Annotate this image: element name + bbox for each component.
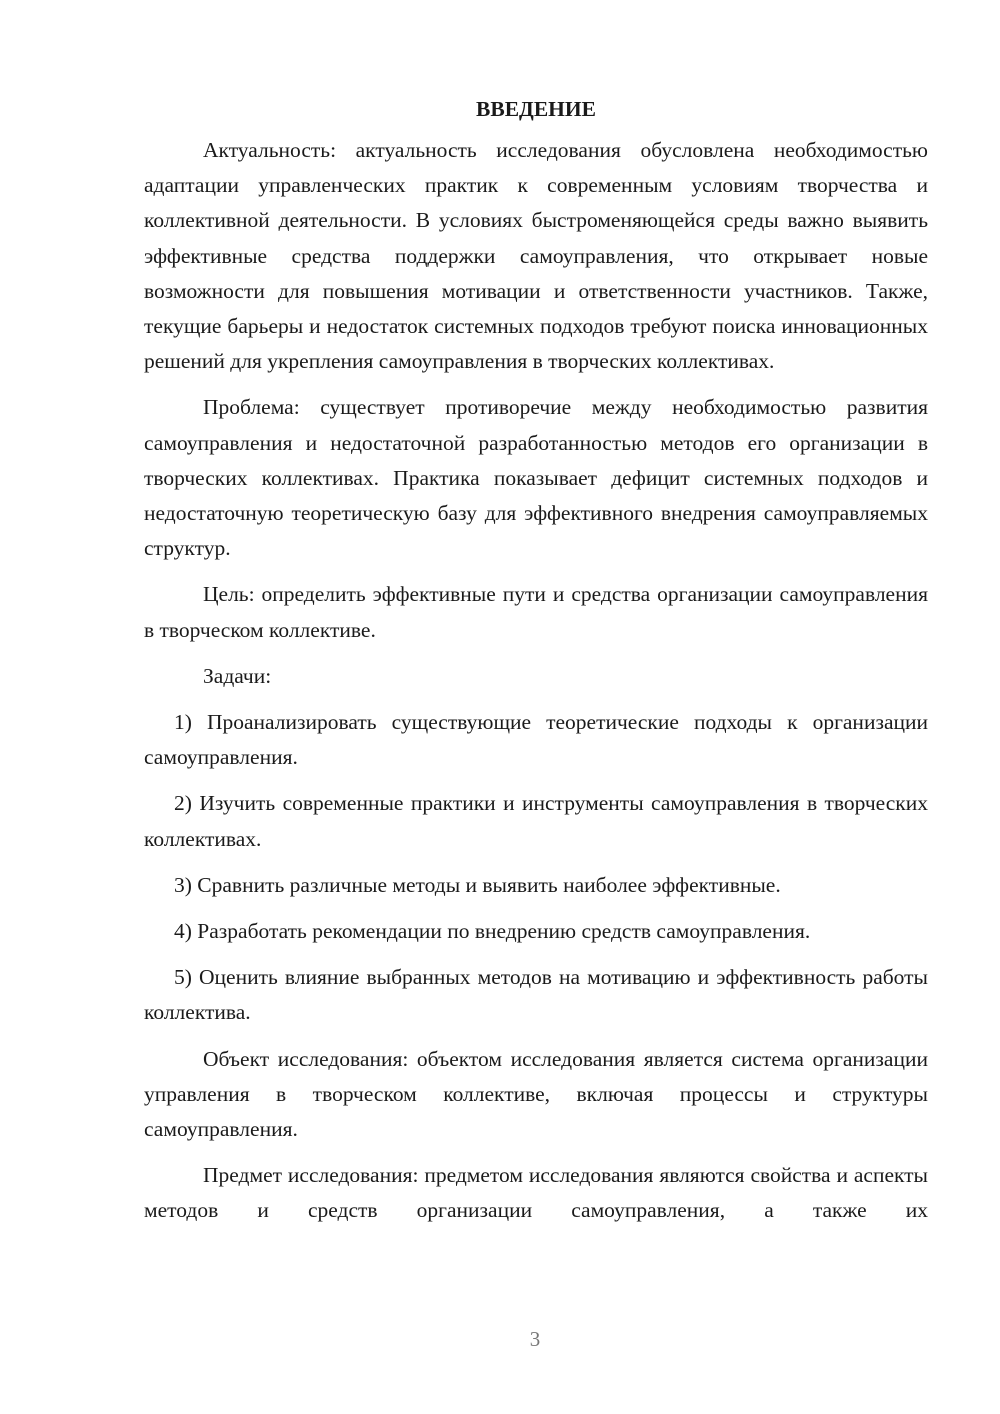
document-page — [144, 92, 928, 1229]
paragraph-relevance: Актуальность: актуальность исследования обусловлена необходимостью адаптации управленческих практик к современным условиям творчества и коллективной деятельности. В условиях быстроменяющейся среды важно выявить эффективные средства поддержки самоуправления, что открывает новые возможности для повышения мотивации и ответственности участников. Также, текущие барьеры и недостаток системных подходов требуют поиска инновационных решений для укрепления самоуправления в творческих коллективах. — [144, 138, 928, 374]
paragraph-problem: Проблема: существует противоречие между необходимостью развития самоуправления и недостаточной разработанностью методов его организации в творческих коллективах. Практика показывает дефицит системных подходов и недостаточную теоретическую базу для эффективного внедрения самоуправляемых структур. — [144, 395, 928, 561]
task-item-5: 5) Оценить влияние выбранных методов на мотивацию и эффективность работы коллектива. — [144, 965, 928, 1025]
section-title: ВВЕДЕНИЕ — [476, 97, 596, 121]
task-item-3: 3) Сравнить различные методы и выявить наиболее эффективные. — [174, 872, 781, 897]
paragraph-object: Объект исследования: объектом исследования является система организации управления в творческом коллективе, включая процессы и структуры самоуправления. — [144, 1046, 928, 1142]
paragraph-subject: Предмет исследования: предметом исследования являются свойства и аспекты методов и средств организации самоуправления, а также их — [144, 1163, 928, 1223]
paragraph-goal: Цель: определить эффективные пути и средства организации самоуправления в творческом коллективе. — [144, 582, 928, 642]
task-item-2: 2) Изучить современные практики и инструменты самоуправления в творческих коллективах. — [144, 791, 928, 851]
task-item-4: 4) Разработать рекомендации по внедрению средств самоуправления. — [174, 919, 811, 944]
page-number: 3 — [529, 1327, 541, 1351]
task-item-1: 1) Проанализировать существующие теоретические подходы к организации самоуправления. — [144, 710, 928, 770]
paragraph-tasks-heading: Задачи: — [203, 663, 272, 688]
